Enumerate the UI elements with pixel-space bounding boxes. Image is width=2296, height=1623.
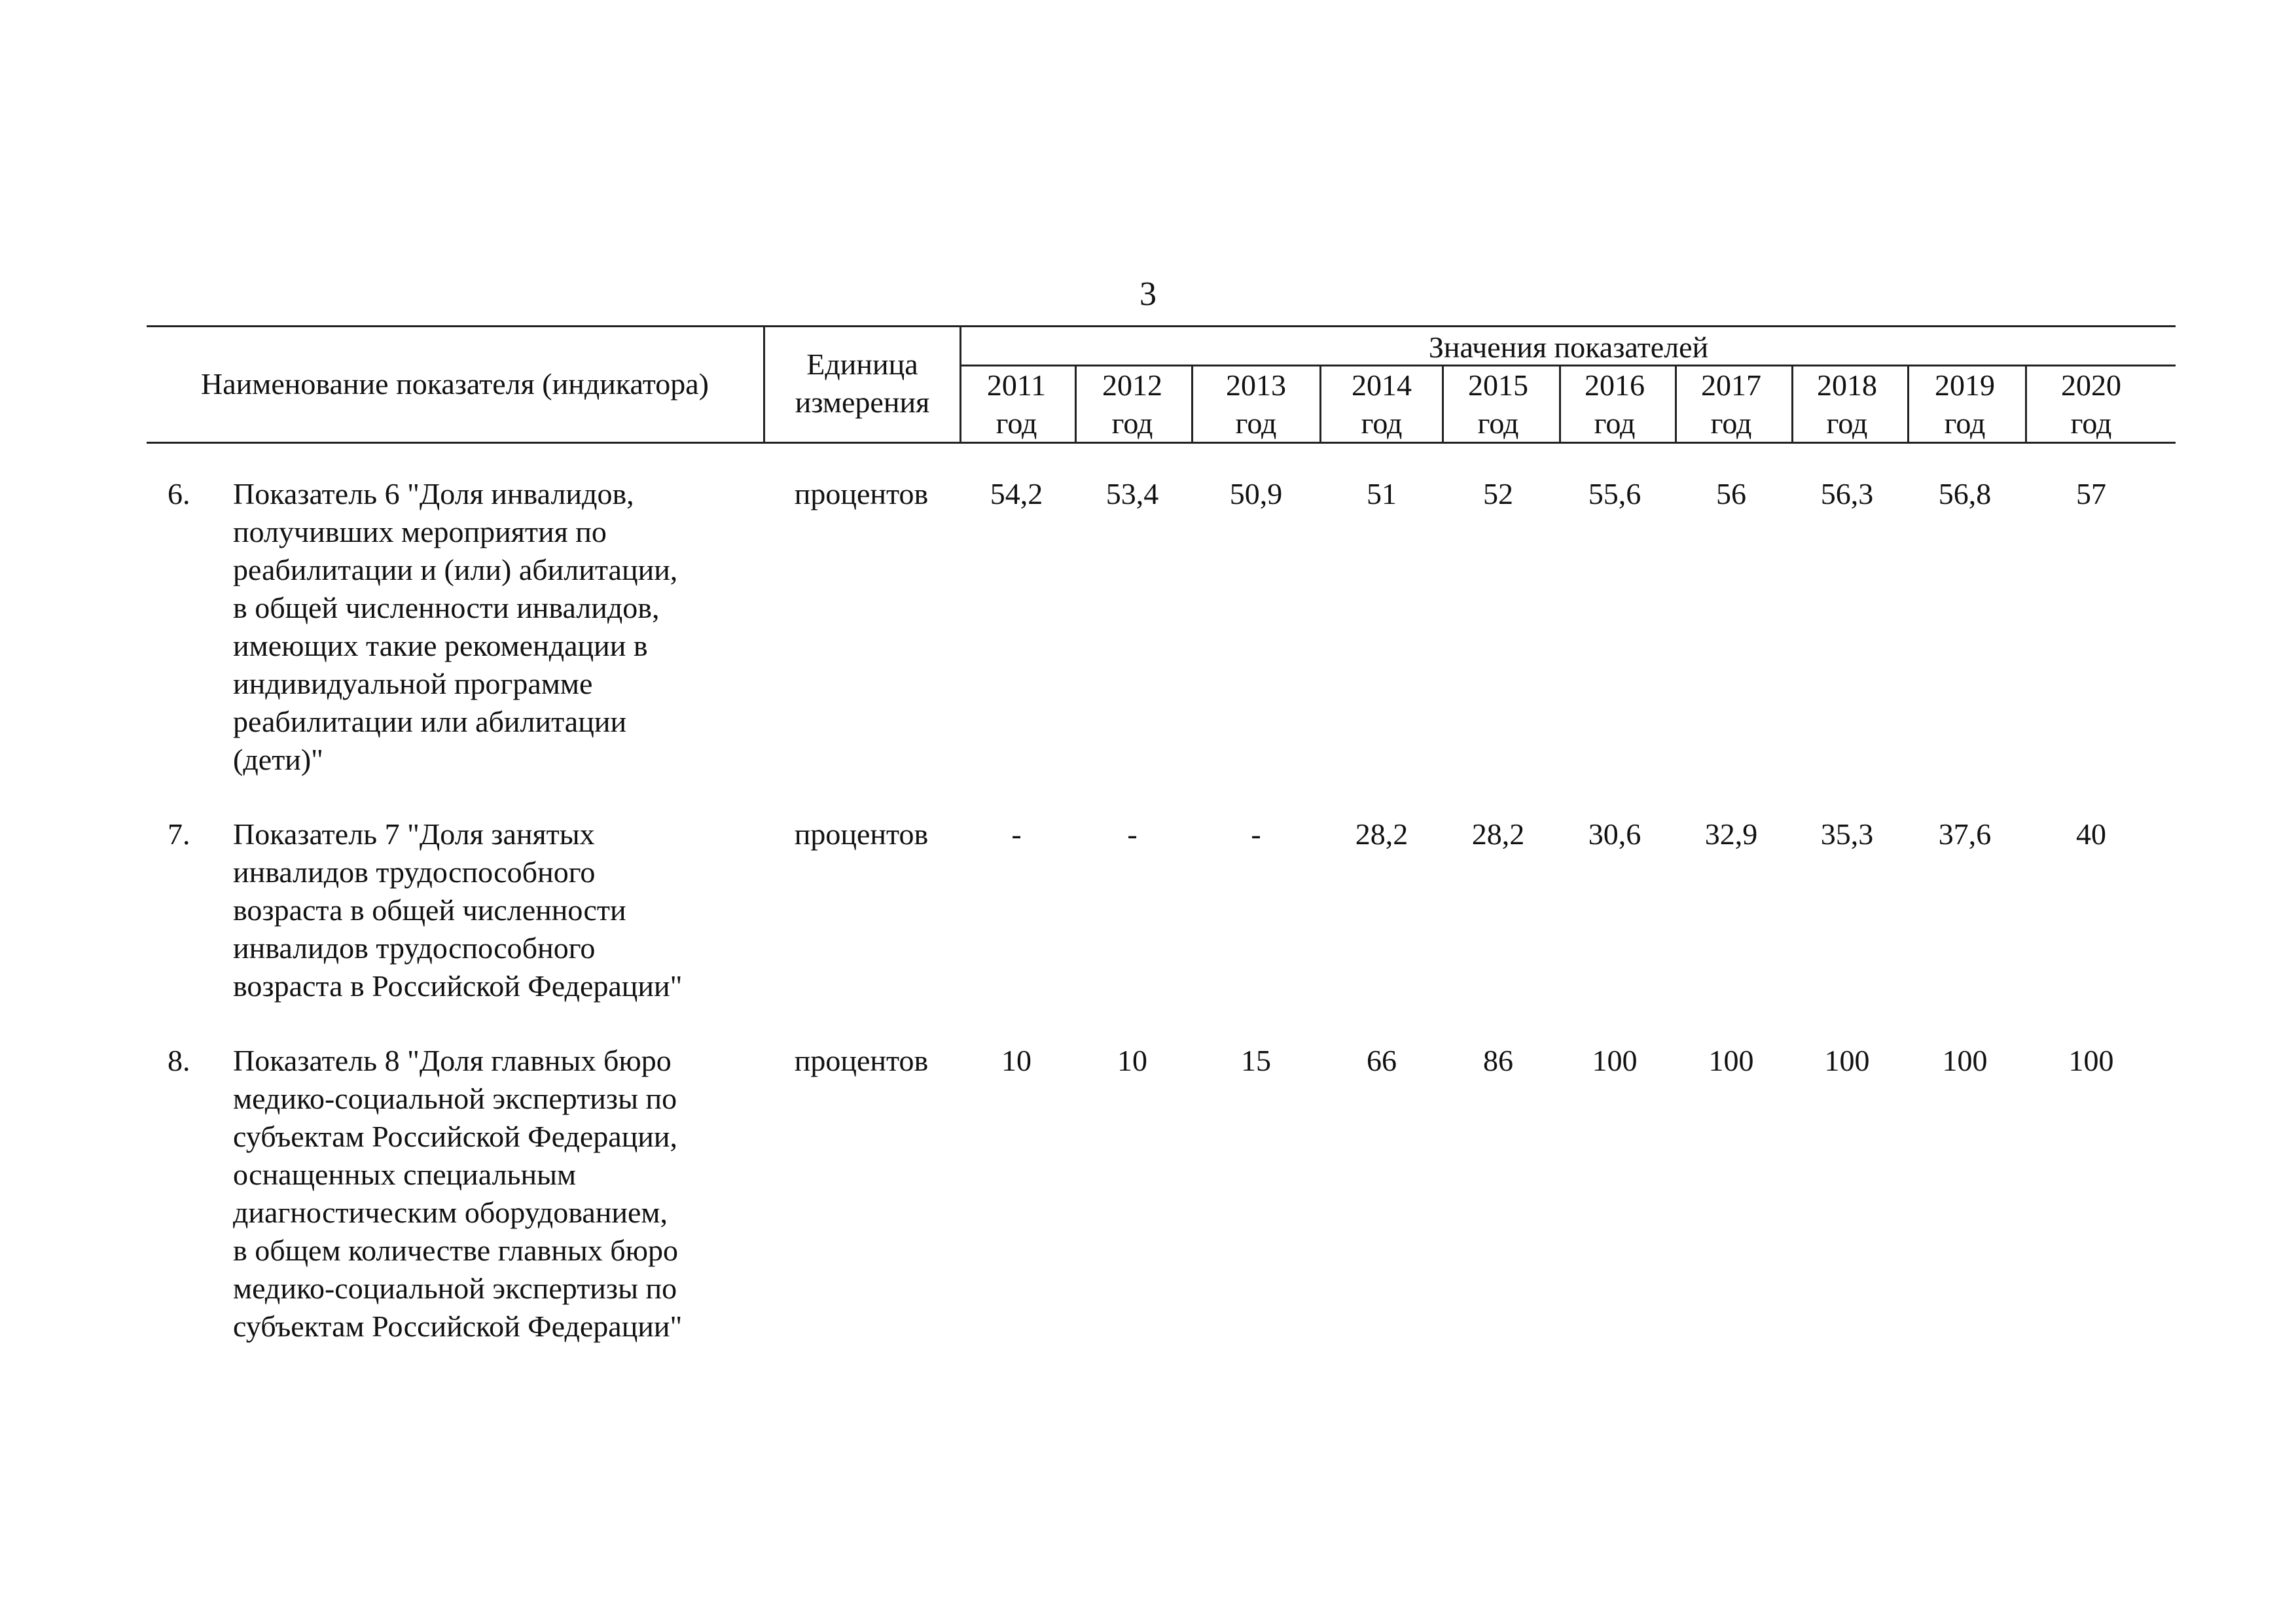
indicator-value: 40 [2076, 817, 2106, 851]
indicator-value: 50,9 [1229, 477, 1283, 510]
indicator-value: 52 [1483, 477, 1513, 510]
year-header: 2019 [1935, 368, 1995, 402]
table-top-border [147, 325, 2176, 327]
page-number: 3 [1139, 276, 1157, 313]
year-suffix: год [1111, 406, 1153, 440]
row-number: 8. [168, 1044, 190, 1077]
year-suffix: год [1361, 406, 1403, 440]
year-col-divider [1191, 365, 1193, 444]
indicator-value: 57 [2076, 477, 2106, 510]
indicator-unit: процентов [794, 1044, 929, 1077]
indicator-value: 28,2 [1471, 817, 1525, 851]
indicator-value: 86 [1483, 1044, 1513, 1077]
header-unit-line2: измерения [795, 385, 930, 419]
indicator-value: 35,3 [1820, 817, 1874, 851]
year-header: 2017 [1701, 368, 1761, 402]
indicator-value: 55,6 [1588, 477, 1641, 510]
indicator-value: 100 [2068, 1044, 2114, 1077]
indicator-value: 56 [1716, 477, 1746, 510]
indicator-value: 66 [1367, 1044, 1397, 1077]
year-header: 2018 [1817, 368, 1877, 402]
indicator-value: 37,6 [1938, 817, 1992, 851]
indicator-name: Показатель 8 "Доля главных бюро медико-социальной экспертизы по субъектам Российской Федерации, оснащенных специальным диагностическим оборудованием, в общем количестве главных бюро медико-социальной экспертизы по субъектам Российской Федерации" [233, 1044, 683, 1343]
row-number: 6. [168, 477, 190, 510]
indicator-value: 56,8 [1938, 477, 1992, 510]
indicator-name: Показатель 6 "Доля инвалидов, получивших мероприятия по реабилитации и (или) абилитации, в общей численности инвалидов, имеющих такие рекомендации в индивидуальной программе реабилитации или абилитации (дети)" [233, 477, 678, 776]
year-header: 2011 [986, 368, 1047, 402]
indicator-value: 30,6 [1588, 817, 1641, 851]
year-suffix: год [1235, 406, 1277, 440]
indicator-value: 56,3 [1820, 477, 1874, 510]
indicator-unit: процентов [794, 477, 929, 510]
year-suffix: год [1826, 406, 1868, 440]
indicator-value: 100 [1942, 1044, 1988, 1077]
year-suffix: год [1944, 406, 1986, 440]
header-unit-line1: Единица [806, 348, 918, 381]
year-col-divider [1319, 365, 1321, 444]
indicator-value: 32,9 [1704, 817, 1758, 851]
header-values-group: Значения показателей [1428, 330, 1709, 364]
year-suffix: год [1710, 406, 1752, 440]
year-header: 2013 [1226, 368, 1286, 402]
indicator-value: 28,2 [1355, 817, 1408, 851]
indicator-name: Показатель 7 "Доля занятых инвалидов трудоспособного возраста в общей численности инвалидов трудоспособного возраста в Российской Федерации" [233, 817, 683, 1003]
year-header: 2016 [1585, 368, 1645, 402]
row-number: 7. [168, 817, 190, 851]
indicator-value: 100 [1824, 1044, 1870, 1077]
indicator-value: 54,2 [990, 477, 1043, 510]
indicator-unit: процентов [794, 817, 929, 851]
year-suffix: год [996, 406, 1037, 440]
indicator-value: - [1127, 817, 1138, 851]
indicator-value: 100 [1592, 1044, 1638, 1077]
indicator-value: 100 [1708, 1044, 1754, 1077]
indicator-value: 53,4 [1105, 477, 1159, 510]
indicator-value: - [1011, 817, 1022, 851]
indicator-value: 10 [1001, 1044, 1031, 1077]
year-suffix: год [1477, 406, 1519, 440]
header-name-col: Наименование показателя (индикатора) [201, 367, 709, 401]
year-suffix: год [1594, 406, 1636, 440]
year-suffix: год [2070, 406, 2112, 440]
indicator-value: - [1251, 817, 1261, 851]
year-header: 2020 [2061, 368, 2121, 402]
indicator-value: 51 [1367, 477, 1397, 510]
year-header: 2015 [1468, 368, 1528, 402]
year-col-divider [2025, 365, 2027, 444]
year-header: 2014 [1352, 368, 1412, 402]
indicator-value: 10 [1117, 1044, 1147, 1077]
indicator-value: 15 [1241, 1044, 1271, 1077]
year-header: 2012 [1102, 368, 1162, 402]
